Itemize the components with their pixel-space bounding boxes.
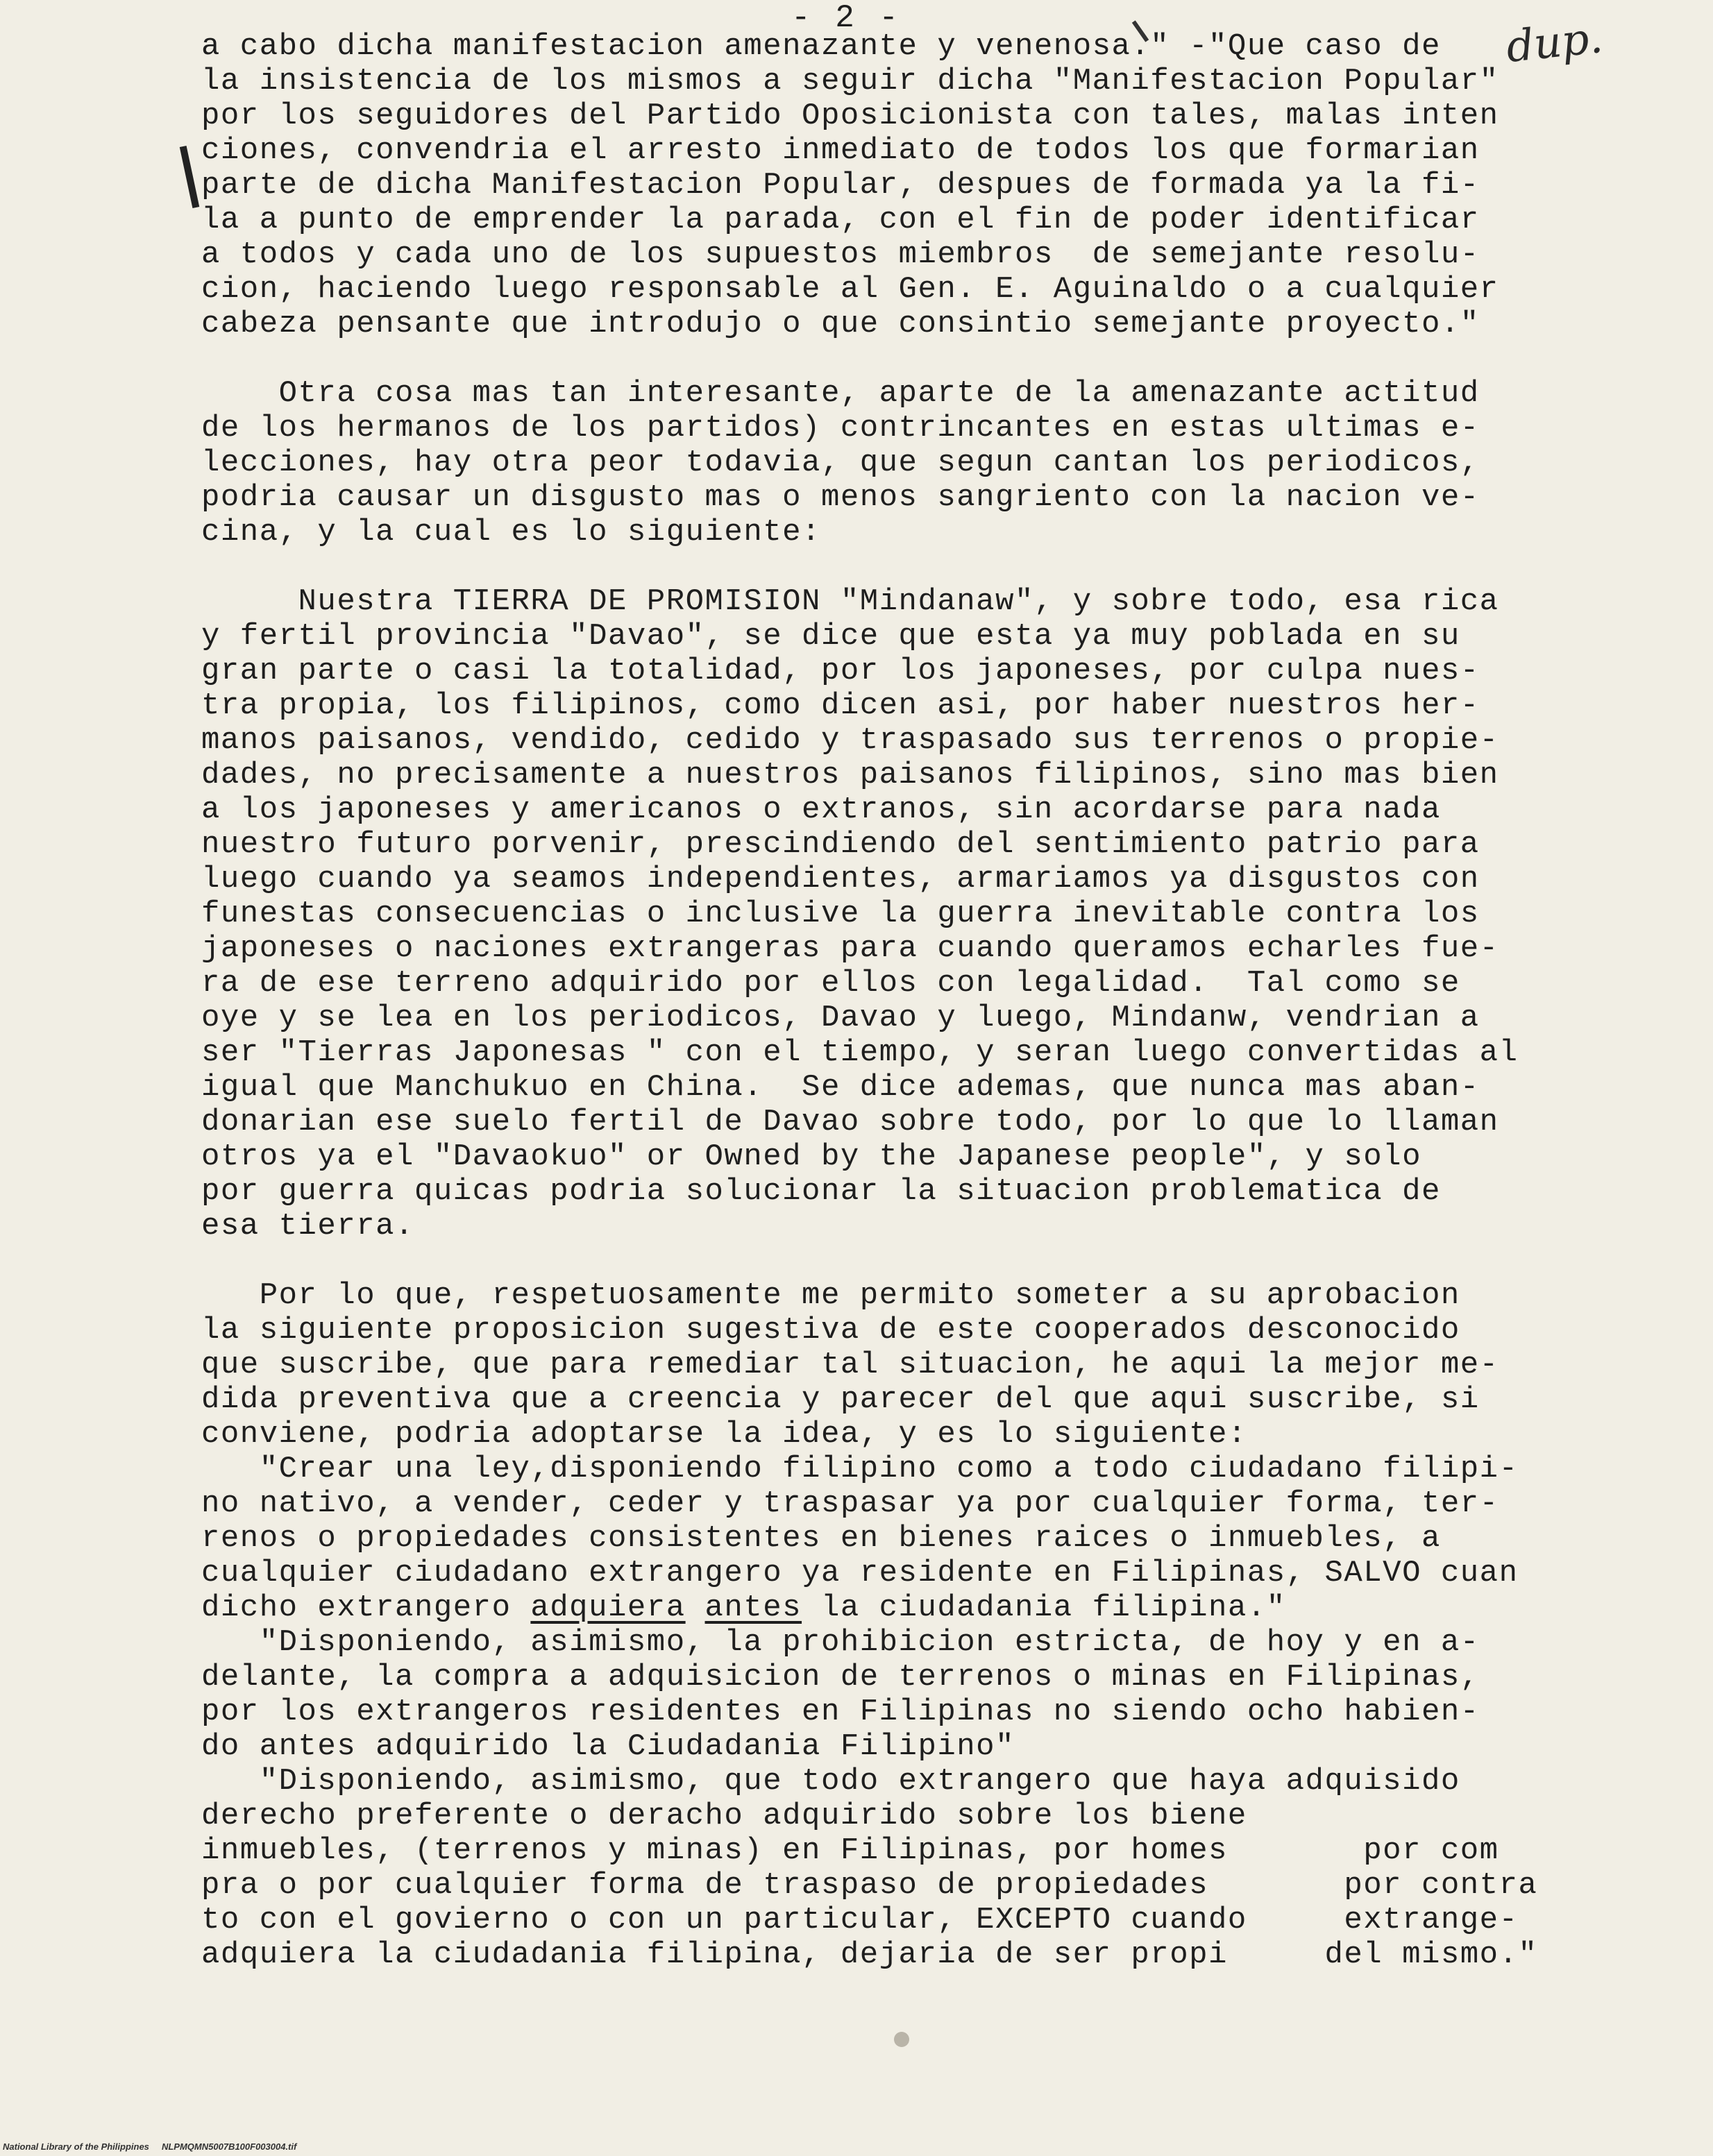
text-line: dida preventiva que a creencia y parecer del que aqui suscribe, si	[201, 1382, 1480, 1417]
punch-hole	[894, 2032, 909, 2047]
text-line: la a punto de emprender la parada, con el fin de poder identificar	[201, 203, 1480, 237]
text-line: tra propia, los filipinos, como dicen asi, por haber nuestros her-	[201, 688, 1480, 723]
text-line: ser "Tierras Japonesas " con el tiempo, y seran luego convertidas al	[201, 1035, 1519, 1070]
text-line: a cabo dicha manifestacion amenazante y venenosa." -"Que caso de	[201, 29, 1441, 64]
text-line: luego cuando ya seamos independientes, armariamos ya disgustos con	[201, 862, 1480, 897]
text-line: Otra cosa mas tan interesante, aparte de la amenazante actitud	[201, 376, 1480, 411]
text-line: Nuestra TIERRA DE PROMISION "Mindanaw", y sobre todo, esa rica	[201, 584, 1499, 619]
text-line: cabeza pensante que introdujo o que consintio semejante proyecto."	[201, 307, 1480, 341]
underlined-word: adquiera	[530, 1590, 686, 1625]
text-fragment	[686, 1590, 705, 1625]
text-line: por los seguidores del Partido Oposicionista con tales, malas inten	[201, 99, 1499, 133]
text-line: to con el govierno o con un particular, EXCEPTO cuando extrange-	[201, 1903, 1519, 1937]
text-line: de los hermanos de los partidos) contrincantes en estas ultimas e-	[201, 411, 1480, 445]
text-line: a los japoneses y americanos o extranos, sin acordarse para nada	[201, 792, 1441, 827]
text-line: conviene, podria adoptarse la idea, y es lo siguiente:	[201, 1417, 1247, 1452]
text-line: podria causar un disgusto mas o menos sangriento con la nacion ve-	[201, 480, 1480, 515]
text-line: esa tierra.	[201, 1209, 414, 1243]
text-line: ciones, convendria el arresto inmediato de todos los que formarian	[201, 133, 1480, 168]
text-line: y fertil provincia "Davao", se dice que esta ya muy poblada en su	[201, 619, 1460, 654]
text-line: cualquier ciudadano extrangero ya residente en Filipinas, SALVO cuan	[201, 1556, 1519, 1590]
text-line: ra de ese terreno adquirido por ellos con legalidad. Tal como se	[201, 966, 1460, 1001]
handwritten-annotation: dup.	[1503, 11, 1605, 73]
text-line: por guerra quicas podria solucionar la situacion problematica de	[201, 1174, 1441, 1209]
text-line: pra o por cualquier forma de traspaso de propiedades por contra	[201, 1868, 1538, 1903]
text-line: "Disponiendo, asimismo, la prohibicion estricta, de hoy y en a-	[201, 1625, 1480, 1660]
text-line: otros ya el "Davaokuo" or Owned by the Japanese people", y solo	[201, 1139, 1421, 1174]
text-line: a todos y cada uno de los supuestos miembros de semejante resolu-	[201, 237, 1480, 272]
text-line: cina, y la cual es lo siguiente:	[201, 515, 821, 550]
text-line: funestas consecuencias o inclusive la guerra inevitable contra los	[201, 897, 1480, 931]
text-line: derecho preferente o deracho adquirido sobre los biene	[201, 1799, 1247, 1833]
text-line: nuestro futuro porvenir, prescindiendo del sentimiento patrio para	[201, 827, 1480, 862]
archive-footer: National Library of the Philippines NLPMQMN5007B100F003004.tif	[3, 2141, 297, 2152]
text-line: dades, no precisamente a nuestros paisanos filipinos, sino mas bien	[201, 758, 1499, 792]
text-line: adquiera la ciudadania filipina, dejaria de ser propi del mismo."	[201, 1937, 1538, 1972]
text-line	[201, 1590, 1286, 1625]
text-line: "Disponiendo, asimismo, que todo extrangero que haya adquisido	[201, 1764, 1460, 1799]
text-line: "Crear una ley,disponiendo filipino como a todo ciudadano filipi-	[201, 1452, 1519, 1486]
underlined-word: antes	[704, 1590, 802, 1625]
text-line: por los extrangeros residentes en Filipinas no siendo ocho habien-	[201, 1695, 1480, 1729]
text-line: no nativo, a vender, ceder y traspasar ya por cualquier forma, ter-	[201, 1486, 1499, 1521]
text-line: la siguiente proposicion sugestiva de este cooperados desconocido	[201, 1313, 1460, 1348]
text-line: Por lo que, respetuosamente me permito someter a su aprobacion	[201, 1278, 1460, 1313]
text-line: delante, la compra a adquisicion de terrenos o minas en Filipinas,	[201, 1660, 1480, 1695]
text-fragment: dicho extrangero	[201, 1590, 531, 1625]
text-line: inmuebles, (terrenos y minas) en Filipinas, por homes por com	[201, 1833, 1499, 1868]
page-number: - 2 -	[791, 0, 902, 36]
text-line: renos o propiedades consistentes en bienes raices o inmuebles, a	[201, 1521, 1441, 1556]
text-line: igual que Manchukuo en China. Se dice ademas, que nunca mas aban-	[201, 1070, 1480, 1105]
text-line: que suscribe, que para remediar tal situacion, he aqui la mejor me-	[201, 1348, 1499, 1382]
text-line: japoneses o naciones extrangeras para cuando queramos echarles fue-	[201, 931, 1499, 966]
text-line: cion, haciendo luego responsable al Gen. E. Aguinaldo o a cualquier	[201, 272, 1499, 307]
text-line: donarian ese suelo fertil de Davao sobre todo, por lo que lo llaman	[201, 1105, 1499, 1139]
text-line: parte de dicha Manifestacion Popular, despues de formada ya la fi-	[201, 168, 1480, 203]
text-line: gran parte o casi la totalidad, por los japoneses, por culpa nues-	[201, 654, 1480, 688]
margin-pen-mark	[180, 146, 199, 208]
text-line: la insistencia de los mismos a seguir dicha "Manifestacion Popular"	[201, 64, 1499, 99]
text-fragment: la ciudadania filipina."	[802, 1590, 1286, 1625]
text-line: manos paisanos, vendido, cedido y traspasado sus terrenos o propie-	[201, 723, 1499, 758]
text-line: oye y se lea en los periodicos, Davao y luego, Mindanw, vendrian a	[201, 1001, 1480, 1035]
text-line: do antes adquirido la Ciudadania Filipino"	[201, 1729, 1015, 1764]
text-line: lecciones, hay otra peor todavia, que segun cantan los periodicos,	[201, 445, 1480, 480]
